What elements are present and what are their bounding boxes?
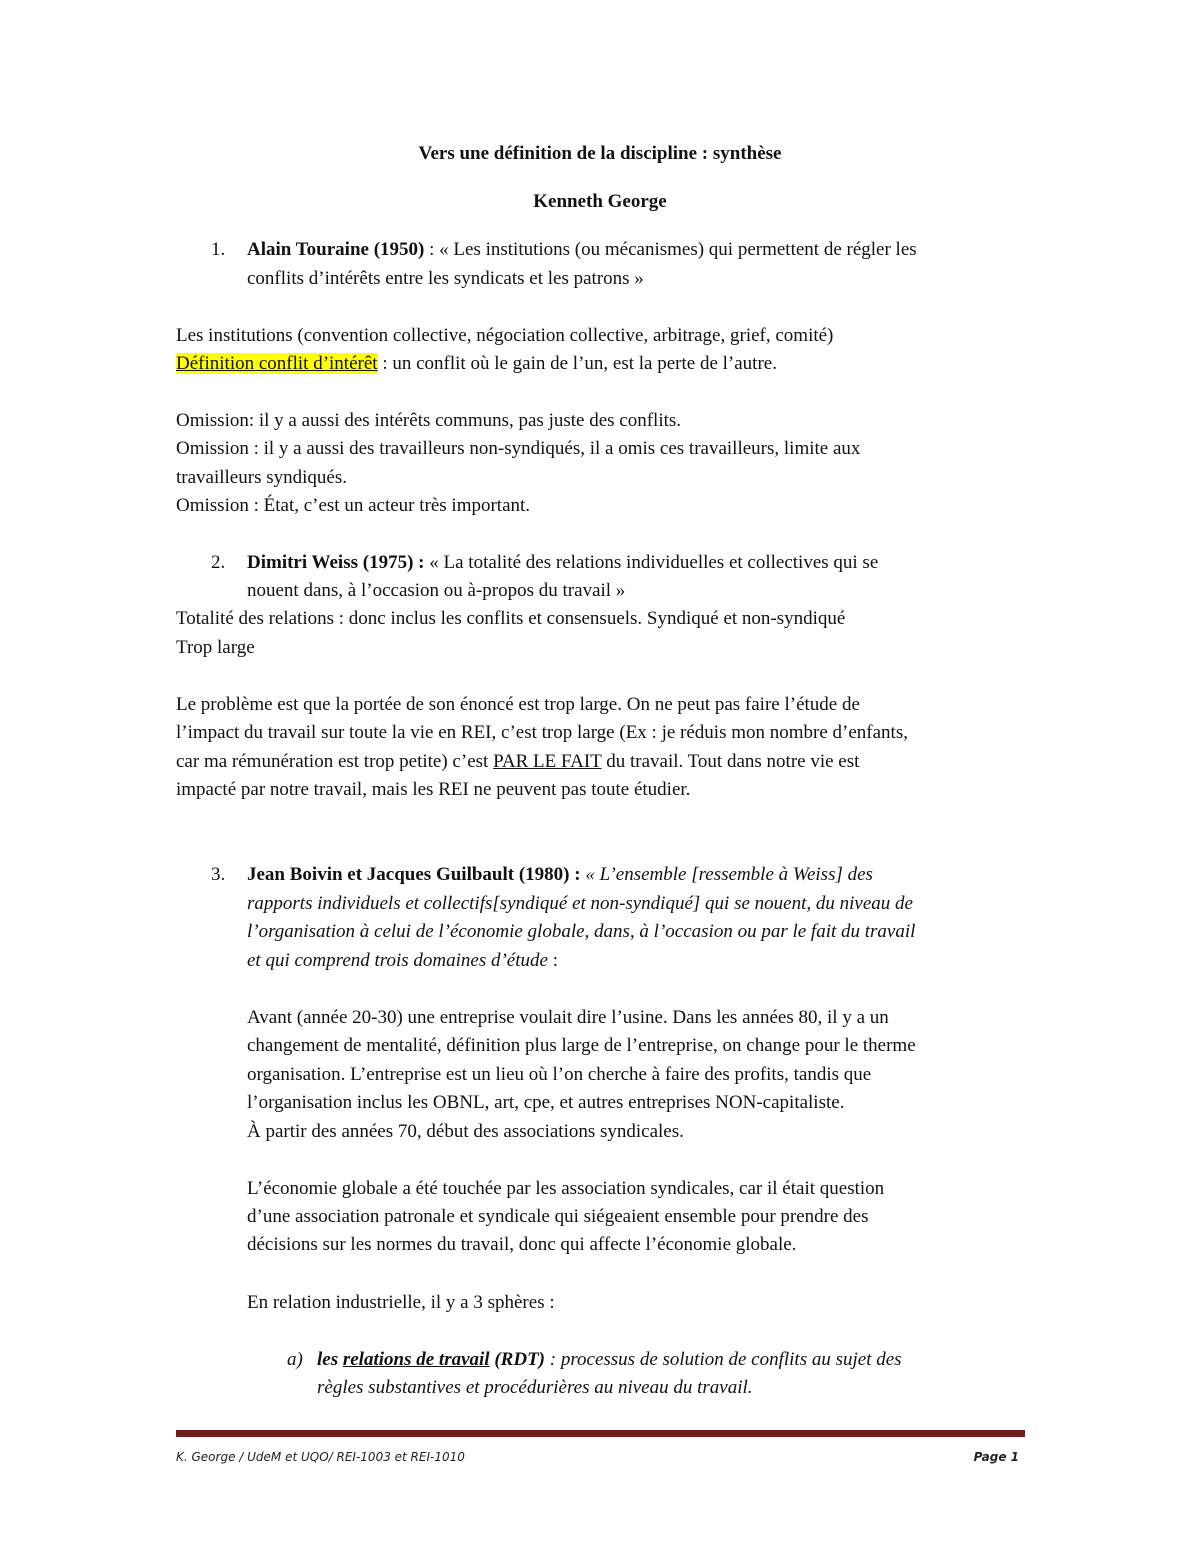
footer-page-number: Page 1 [973,1450,1019,1464]
section-1-quote-start: : « Les institutions (ou mécanismes) qui permettent de régler les [424,239,917,260]
paragraph-institutions: Les institutions (convention collective, négociation collective, arbitrage, grief, comité) [176,325,834,346]
section-3-line-4-italic: et qui comprend trois domaines d’étude [247,950,548,971]
highlighted-definition: Définition conflit d’intérêt [176,353,378,374]
definition-text: : un conflit où le gain de l’un, est la perte de l’autre. [377,353,777,374]
section-2-line-2: nouent dans, à l’occasion ou à-propos du travail » [247,580,626,601]
list-marker-a: a) [287,1349,303,1370]
paragraph-2-line-3 [176,748,1026,777]
paragraph-3-line-2: changement de mentalité, définition plus large de l’entreprise, on change pour le therme [247,1035,916,1056]
section-3-line-4-end: : [547,950,558,971]
document-author: Kenneth George [533,191,667,212]
list-number-2: 2. [211,552,226,573]
section-2-quote-start: « La totalité des relations individuelles et collectives qui se [424,552,879,573]
item-a-line-2: règles substantives et procédurières au niveau du travail. [317,1377,753,1398]
paragraph-3-line-1: Avant (année 20-30) une entreprise voulait dire l’usine. Dans les années 80, il y a un [247,1007,889,1028]
paragraph-4-line-1: L’économie globale a été touchée par les association syndicales, car il était question [247,1178,885,1199]
item-a-line-1 [317,1346,1037,1375]
document-title: Vers une définition de la discipline : synthèse [418,143,782,164]
item-a-bold-start: les [317,1349,343,1370]
paragraph-4-line-3: décisions sur les normes du travail, donc qui affecte l’économie globale. [247,1234,797,1255]
omission-line-2: Omission : il y a aussi des travailleurs non-syndiqués, il a omis ces travailleurs, limite aux [176,438,861,459]
section-2-line-4: Trop large [176,637,255,658]
section-2-author: Dimitri Weiss (1975) : [247,552,425,573]
paragraph-4-line-2: d’une association patronale et syndicale qui siégeaient ensemble pour prendre des [247,1206,869,1227]
section-2-line-1 [247,549,1027,578]
section-1-author: Alain Touraine (1950) [247,239,425,260]
section-3-quote-start: « L’ensemble [ressemble à Weiss] des [580,864,873,885]
footer-course-info: K. George / UdeM et UQO/ REI-1003 et REI-1010 [176,1450,465,1464]
paragraph-2-line-4: impacté par notre travail, mais les REI ne peuvent pas toute étudier. [176,779,691,800]
item-a-underlined-term: relations de travail [342,1349,490,1370]
item-a-description: : processus de solution de conflits au sujet des [545,1349,902,1370]
definition-line [176,350,1026,379]
list-number-1: 1. [211,239,226,260]
section-3-authors: Jean Boivin et Jacques Guilbault (1980) : [247,864,581,885]
item-a-bold-abbrev: (RDT) [489,1349,545,1370]
section-3-line-4 [247,947,1027,976]
paragraph-2-line-3-end: du travail. Tout dans notre vie est [601,751,860,772]
paragraph-2-line-1: Le problème est que la portée de son énoncé est trop large. On ne peut pas faire l’étude de [176,694,860,715]
omission-line-1: Omission: il y a aussi des intérêts communs, pas juste des conflits. [176,410,682,431]
paragraph-2-line-3-start: car ma rémunération est trop petite) c’est [176,751,494,772]
paragraph-3-line-5: À partir des années 70, début des associations syndicales. [247,1121,684,1142]
section-3-line-2: rapports individuels et collectifs[syndiqué et non-syndiqué] qui se nouent, du niveau de [247,893,913,914]
paragraph-3-line-3: organisation. L’entreprise est un lieu où l’on cherche à faire des profits, tandis que [247,1064,872,1085]
footer-rule [176,1430,1025,1437]
underlined-par-le-fait: PAR LE FAIT [493,751,602,772]
section-3-line-3: l’organisation à celui de l’économie globale, dans, à l’occasion ou par le fait du travail [247,921,916,942]
list-number-3: 3. [211,864,226,885]
omission-line-4: Omission : État, c’est un acteur très important. [176,495,531,516]
section-1-line-2: conflits d’intérêts entre les syndicats et les patrons » [247,268,644,289]
paragraph-3-line-4: l’organisation inclus les OBNL, art, cpe, et autres entreprises NON-capitaliste. [247,1092,845,1113]
omission-line-3: travailleurs syndiqués. [176,467,347,488]
section-1-line-1 [247,236,1027,265]
section-3-line-1 [247,861,1027,890]
paragraph-2-line-2: l’impact du travail sur toute la vie en REI, c’est trop large (Ex : je réduis mon nombre d’enfants, [176,722,908,743]
paragraph-5: En relation industrielle, il y a 3 sphères : [247,1292,555,1313]
section-2-line-3: Totalité des relations : donc inclus les conflits et consensuels. Syndiqué et non-syndiqué [176,608,846,629]
